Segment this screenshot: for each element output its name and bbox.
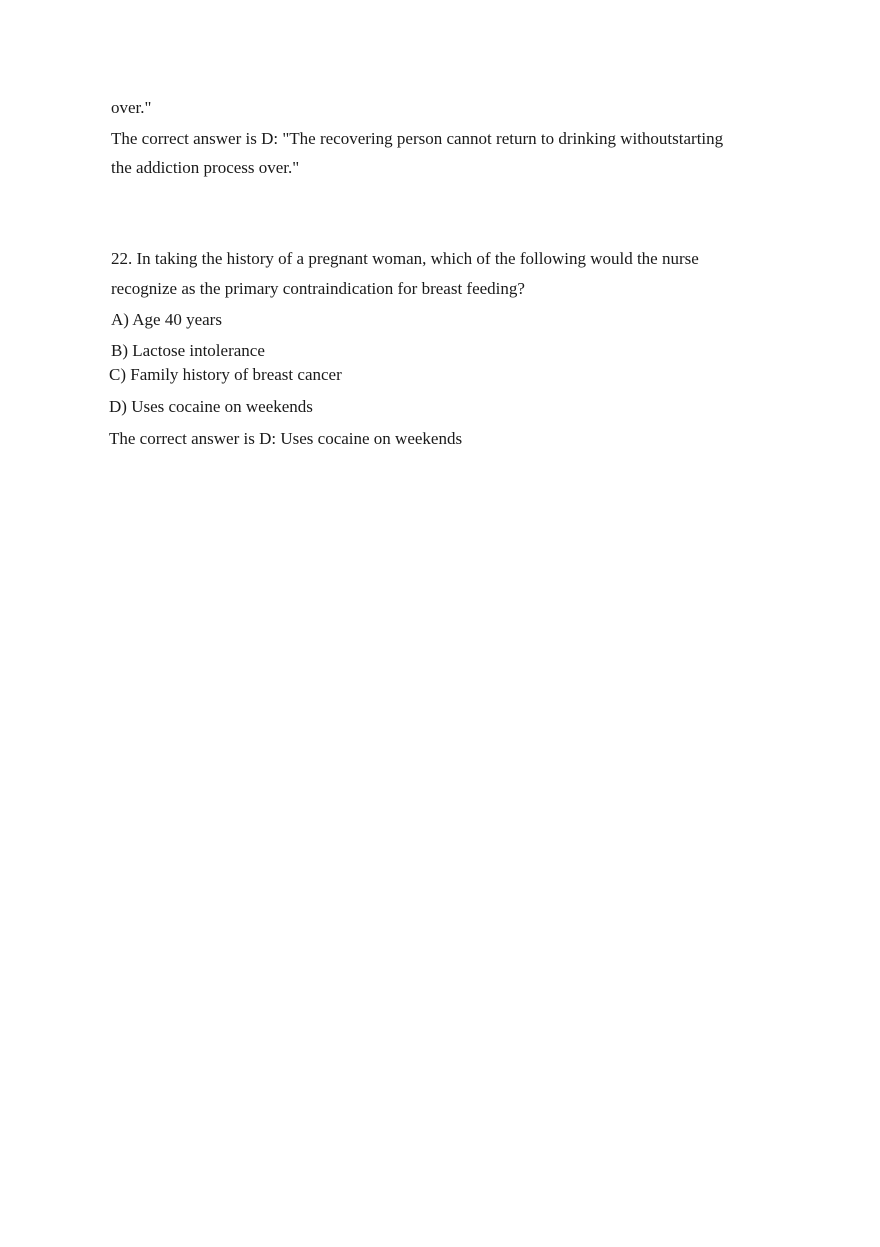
option-b: B) Lactose intolerance bbox=[111, 341, 265, 360]
previous-answer-line-2: the addiction process over." bbox=[111, 158, 300, 177]
question-22-answer: The correct answer is D: Uses cocaine on weekends bbox=[109, 429, 463, 448]
option-c: C) Family history of breast cancer bbox=[109, 365, 342, 384]
question-22-stem-line-2: recognize as the primary contraindication for breast feeding? bbox=[111, 279, 525, 298]
previous-answer-line-1: The correct answer is D: "The recovering person cannot return to drinking withoutstarting bbox=[111, 129, 724, 148]
question-22-stem-line-1: 22. In taking the history of a pregnant woman, which of the following would the nurse bbox=[111, 249, 699, 268]
option-a: A) Age 40 years bbox=[111, 310, 222, 329]
previous-question-end-text: over." bbox=[111, 98, 152, 117]
option-d: D) Uses cocaine on weekends bbox=[109, 397, 313, 416]
